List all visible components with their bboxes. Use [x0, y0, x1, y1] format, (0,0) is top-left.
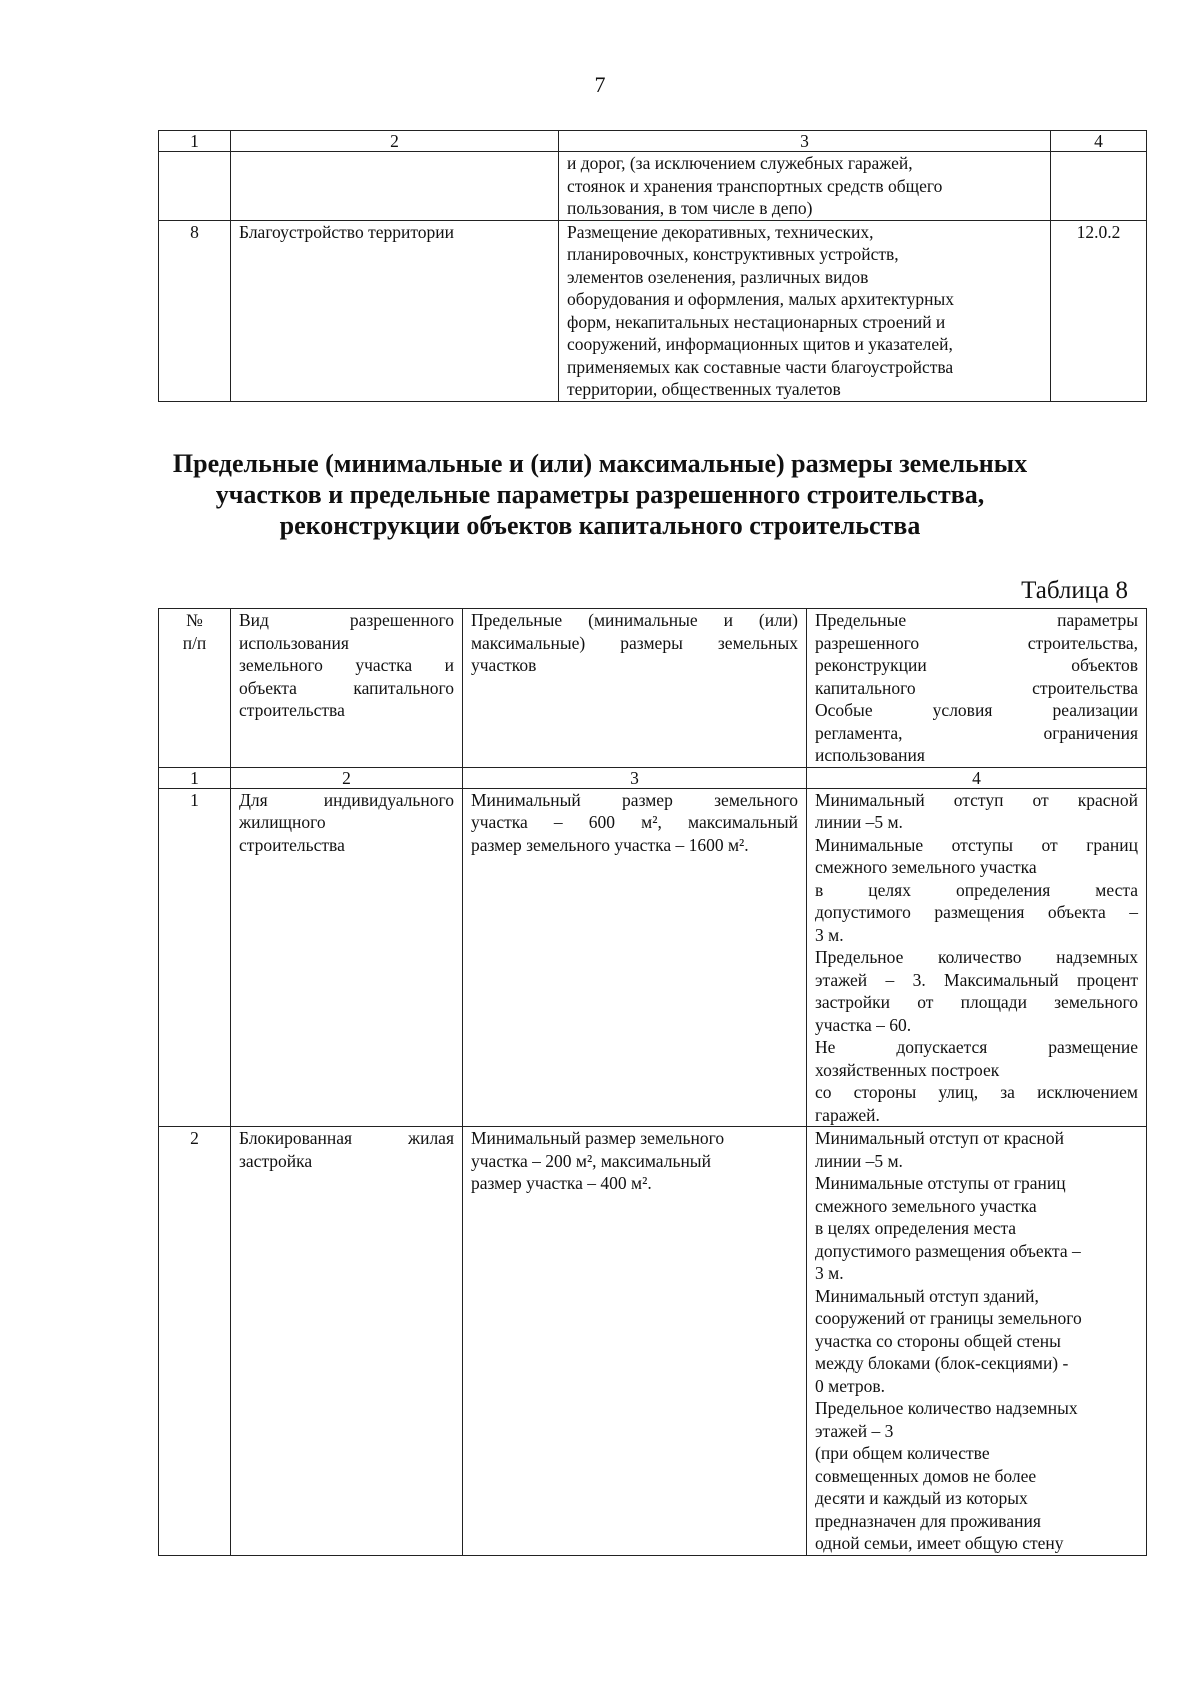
table-row: [159, 788, 1147, 1127]
text-line: строительства: [239, 834, 345, 855]
text-line: Не допускается размещение: [815, 1037, 1138, 1057]
column-index: 3: [463, 767, 807, 788]
text-line: объекта капитального: [239, 677, 454, 698]
text-line: смежного земельного участка: [815, 857, 1037, 877]
text-line: размер земельного участка – 1600 м².: [471, 834, 749, 855]
header-build-params: [807, 609, 1147, 768]
column-index: 2: [231, 767, 463, 788]
build-params: [807, 1127, 1147, 1556]
row-number: 1: [159, 788, 231, 1127]
heading-line: реконструкции объектов капитального строительства: [279, 511, 921, 540]
text-line: Предельное количество надземных: [815, 1398, 1078, 1418]
text-line: этажей – 3: [815, 1420, 894, 1441]
use-code: 12.0.2: [1051, 220, 1147, 401]
plot-sizes: [463, 788, 807, 1127]
text-line: Для индивидуального: [239, 789, 454, 810]
text-line: Предельные параметры: [815, 610, 1138, 630]
text-line: форм, некапитальных нестационарных строений и: [567, 311, 946, 332]
text-line: регламента, ограничения: [815, 722, 1138, 743]
text-line: 3 м.: [815, 1263, 844, 1283]
build-params: [807, 788, 1147, 1127]
header-use-kind: [231, 609, 463, 768]
text-line: хозяйственных построек: [815, 1059, 1000, 1080]
row-number: 2: [159, 1127, 231, 1556]
text-line: гаражей.: [815, 1104, 880, 1125]
text-line: строительства: [239, 700, 345, 720]
use-name: [231, 152, 559, 221]
text-line: Минимальный размер земельного: [471, 1128, 725, 1148]
text-line: совмещенных домов не более: [815, 1465, 1037, 1486]
text-line: участка со стороны общей стены: [815, 1330, 1061, 1351]
text-line: п/п: [182, 632, 207, 653]
land-use-table-continuation: [158, 130, 1147, 402]
text-line: реконструкции объектов: [815, 655, 1138, 675]
text-line: оборудования и оформления, малых архитектурных: [567, 289, 954, 309]
text-line: использования: [239, 632, 349, 653]
text-line: смежного земельного участка: [815, 1195, 1037, 1216]
use-code: [1051, 152, 1147, 221]
text-line: стоянок и хранения транспортных средств общего: [567, 175, 943, 196]
limits-table: [158, 608, 1147, 1556]
table-row: [159, 220, 1147, 401]
column-index: 1: [159, 131, 231, 152]
table-header-row: [159, 609, 1147, 768]
text-line: одной семьи, имеет общую стену: [815, 1533, 1064, 1553]
section-heading: [0, 448, 1200, 541]
text-line: линии –5 м.: [815, 1150, 903, 1171]
text-line: территории, общественных туалетов: [567, 379, 841, 399]
text-line: 3 м.: [815, 924, 844, 945]
text-line: Минимальный отступ от красной: [815, 789, 1138, 810]
column-index: 4: [1051, 131, 1147, 152]
text-line: Минимальные отступы от границ: [815, 1173, 1066, 1193]
text-line: (при общем количестве: [815, 1443, 990, 1463]
text-line: капитального строительства: [815, 677, 1138, 698]
text-line: разрешенного строительства,: [815, 632, 1138, 653]
text-line: планировочных, конструктивных устройств,: [567, 244, 899, 264]
text-line: участка – 600 м², максимальный: [471, 812, 798, 832]
text-line: элементов озеленения, различных видов: [567, 266, 869, 287]
text-line: между блоками (блок-секциями) -: [815, 1353, 1069, 1373]
column-index: 4: [807, 767, 1147, 788]
text-line: участков: [471, 655, 537, 675]
heading-line: Предельные (минимальные и (или) максимальные) размеры земельных: [172, 449, 1028, 478]
text-line: Минимальный отступ зданий,: [815, 1285, 1039, 1306]
text-line: земельного участка и: [239, 655, 454, 675]
use-description: [559, 220, 1051, 401]
use-name: Благоустройство территории: [231, 220, 559, 401]
text-line: участка – 200 м², максимальный: [471, 1150, 711, 1171]
column-index: 1: [159, 767, 231, 788]
table-label: Таблица 8: [1021, 577, 1128, 604]
text-line: в целях определения места: [815, 879, 1138, 900]
text-line: применяемых как составные части благоустройства: [567, 356, 954, 377]
text-line: со стороны улиц, за исключением: [815, 1082, 1138, 1102]
text-line: Минимальный размер земельного: [471, 789, 798, 810]
use-kind: [231, 788, 463, 1127]
text-line: допустимого размещения объекта –: [815, 1240, 1081, 1261]
column-index: 2: [231, 131, 559, 152]
column-index-row: [159, 767, 1147, 788]
text-line: размер участка – 400 м².: [471, 1173, 652, 1193]
text-line: участка – 60.: [815, 1014, 912, 1035]
text-line: сооружений от границы земельного: [815, 1308, 1082, 1328]
text-line: этажей – 3. Максимальный процент: [815, 969, 1138, 990]
text-line: допустимого размещения объекта –: [815, 902, 1138, 922]
text-line: Минимальный отступ от красной: [815, 1128, 1064, 1148]
text-line: предназначен для проживания: [815, 1510, 1041, 1531]
row-number: [159, 152, 231, 221]
text-line: №: [186, 610, 203, 630]
text-line: Вид разрешенного: [239, 610, 454, 630]
text-line: Размещение декоративных, технических,: [567, 221, 874, 242]
text-line: Особые условия реализации: [815, 700, 1138, 720]
text-line: пользования, в том числе в депо): [567, 198, 813, 218]
text-line: в целях определения места: [815, 1218, 1017, 1238]
heading-line: участков и предельные параметры разрешенного строительства,: [215, 480, 985, 509]
text-line: Предельное количество надземных: [815, 947, 1138, 967]
text-line: Предельные (минимальные и (или): [471, 610, 798, 630]
use-description: [559, 152, 1051, 221]
row-number: 8: [159, 220, 231, 401]
text-line: Блокированная жилая: [239, 1128, 454, 1148]
text-line: застройки от площади земельного: [815, 992, 1138, 1012]
text-line: линии –5 м.: [815, 812, 903, 832]
page-number: 7: [594, 72, 606, 97]
column-index: 3: [559, 131, 1051, 152]
text-line: использования: [815, 745, 925, 765]
use-kind: [231, 1127, 463, 1556]
text-line: и дорог, (за исключением служебных гаражей,: [567, 153, 913, 173]
table-row: [159, 1127, 1147, 1556]
text-line: застройка: [239, 1150, 313, 1171]
table-header-row: [159, 131, 1147, 152]
header-plot-sizes: [463, 609, 807, 768]
text-line: жилищного: [239, 812, 326, 832]
text-line: десяти и каждый из которых: [815, 1488, 1028, 1508]
text-line: максимальные) размеры земельных: [471, 632, 798, 653]
plot-sizes: [463, 1127, 807, 1556]
header-number: [159, 609, 231, 768]
text-line: 0 метров.: [815, 1375, 885, 1396]
table-row: [159, 152, 1147, 221]
text-line: сооружений, информационных щитов и указателей,: [567, 334, 953, 354]
text-line: Минимальные отступы от границ: [815, 834, 1138, 855]
